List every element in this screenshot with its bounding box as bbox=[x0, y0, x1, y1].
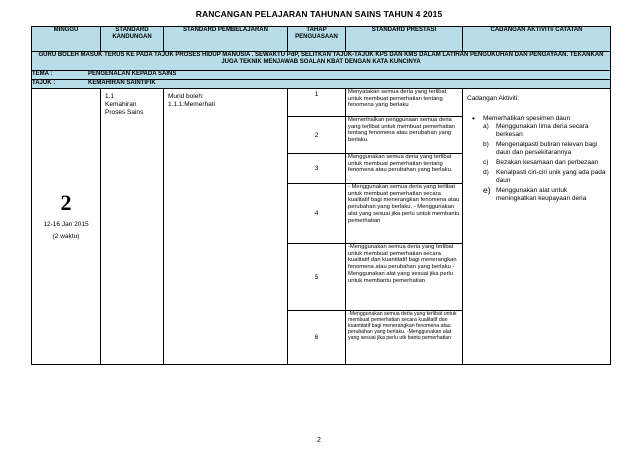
teacher-instruction: GURU BOLEH MASUK TERUS KE PADA TAJUK PROSES HIDUP MANUSIA . SEWAKTU PdP, SELITKAN TAJUK-TAJUK KPS DAN KMS DALAM LATIHAN PENGUKUHAN DAN PENGAYAAN. TEKANKAN JUGA TEKNIK MENJAWAB SOALAN KBAT DENGAN KATA KUNCINYA bbox=[32, 52, 611, 71]
activity-item: d) Kenalpasti ciri-ciri unik yang ada pada daun bbox=[483, 169, 606, 184]
tema-row bbox=[32, 71, 611, 80]
header-standard-pembelajaran: STANDARD PEMBELAJARAN bbox=[164, 27, 288, 52]
week-duration: (2 waktu) bbox=[52, 233, 80, 240]
lesson-plan-table bbox=[31, 26, 611, 365]
level-number-3: 3 bbox=[288, 154, 346, 184]
level-descriptor-6: -Menggunakan semua deria yang terlibat untuk membuat pemerhatian secara kualitatif dan kuantitatif bagi menerangkan fenomena atau perubahan yang berlaku. -Menggunakan alat yang sesuai jika perlu utk bantu pemerhatian bbox=[346, 311, 463, 365]
activity-cell bbox=[463, 89, 611, 365]
activity-sublist bbox=[467, 123, 606, 203]
level-number-6: 6 bbox=[288, 311, 346, 365]
activity-heading: Cadangan Aktiviti: bbox=[467, 95, 520, 102]
sp-line2: 1.1.1:Memerhati bbox=[168, 101, 215, 108]
header-cadangan-aktiviti: CADANGAN AKTIVITI/ CATATAN bbox=[463, 27, 611, 52]
level-descriptor-3: Menggunakan semua deria yang terlibat untuk membuat pemerhatian tentang fenomena atau perubahan yang berlaku. bbox=[346, 154, 463, 184]
level-row-1 bbox=[32, 89, 611, 117]
week-cell bbox=[32, 89, 101, 365]
header-standard-prestasi: STANDARD PRESTASI bbox=[346, 27, 463, 52]
level-descriptor-4: - Menggunakan semua deria yang terlibat untuk membuat pemerhatian secara kualitatif bagi menerangkan fenomena atau perubahan yang berlaku. - Menggunakan alat yang sesuai jika perlu untuk membantu pemerhatian bbox=[346, 184, 463, 244]
tajuk-value: KEMAHIRAN SAINTIFIK bbox=[88, 80, 156, 86]
page-number: 2 bbox=[317, 437, 321, 444]
activity-list bbox=[467, 115, 606, 123]
sk-line1: Kemahiran bbox=[105, 101, 137, 108]
activity-item: a) Menggunakan lima deria secara berkesan bbox=[483, 123, 589, 138]
week-number: 2 bbox=[60, 190, 72, 215]
week-dates: 12-16 Jan 2015 bbox=[43, 221, 89, 228]
activity-bullet: • Memerhatikan spesimen daun bbox=[467, 115, 606, 123]
level-number-4: 4 bbox=[288, 184, 346, 244]
instruction-band-row bbox=[32, 52, 611, 71]
level-number-2: 2 bbox=[288, 117, 346, 154]
header-minggu: MINGGU bbox=[32, 27, 101, 52]
standard-pembelajaran-cell bbox=[164, 89, 288, 365]
activity-item: c) Bezakan kesamaan dan perbezaan bbox=[483, 159, 599, 166]
level-number-5: 5 bbox=[288, 244, 346, 311]
activity-item: b) Mengenalpasti butiran relevan bagi daun dan persekitarannya bbox=[483, 141, 598, 156]
tajuk-label: TAJUK : bbox=[32, 80, 56, 86]
activity-item: e) Menggunakan alat untuk meningkatkan keupayaan deria bbox=[483, 185, 587, 202]
header-tahap-penguasaan: TAHAP PENGUASAAN bbox=[288, 27, 346, 52]
level-number-1: 1 bbox=[288, 89, 346, 117]
sk-code: 1.1 bbox=[105, 93, 115, 100]
tajuk-row bbox=[32, 80, 611, 89]
sk-line2: Proses Sains bbox=[105, 109, 144, 116]
standard-kandungan-cell bbox=[101, 89, 164, 365]
document-title: RANCANGAN PELAJARAN TAHUNAN SAINS TAHUN 4 2015 bbox=[195, 9, 443, 19]
header-standard-kandungan: STANDARD KANDUNGAN bbox=[101, 27, 164, 52]
tema-label: TEMA : bbox=[32, 71, 53, 77]
sp-line1: Murid boleh: bbox=[168, 93, 204, 100]
tema-value: PENGENALAN KEPADA SAINS bbox=[88, 71, 177, 77]
level-descriptor-1: Menyatakan semua deria yang terlibat untuk membuat pemerhatian tentang fenomena yang berlaku bbox=[346, 89, 463, 117]
header-row bbox=[32, 27, 611, 52]
level-descriptor-2: Memerihalkan penggunaan semua deria yang terlibat untuk membuat pemerhatian tentang fenomena atau perubahan yang berlaku. bbox=[346, 117, 463, 154]
level-descriptor-5: -Menggunakan semua deria yang terlibat untuk membuat pemerhatian secara kualitatif dan kuantitatif bagi menerangkan fenomena atau perubahan yang berlaku -Menggunakan alat yang sesuai jika perlu untuk membantu pemerhatian bbox=[346, 244, 463, 311]
